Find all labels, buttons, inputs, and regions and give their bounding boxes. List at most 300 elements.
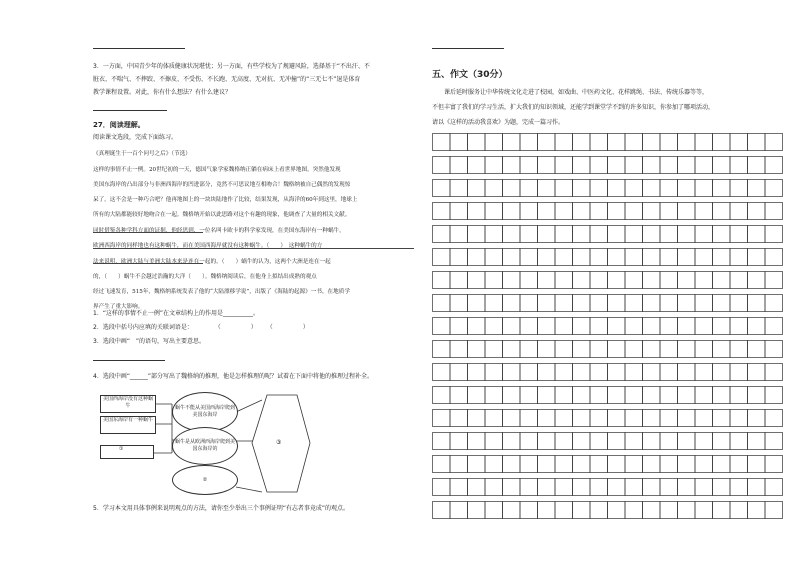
grid-cell[interactable] — [695, 502, 713, 519]
grid-cell[interactable] — [765, 295, 783, 312]
grid-cell[interactable] — [695, 318, 713, 335]
grid-cell[interactable] — [450, 502, 468, 519]
grid-cell[interactable] — [520, 203, 538, 220]
grid-cell[interactable] — [765, 456, 783, 473]
grid-cell[interactable] — [660, 272, 678, 289]
grid-cell[interactable] — [643, 180, 661, 197]
grid-cell[interactable] — [538, 364, 556, 381]
grid-cell[interactable] — [450, 318, 468, 335]
grid-cell[interactable] — [555, 272, 573, 289]
grid-cell[interactable] — [433, 364, 451, 381]
grid-cell[interactable] — [660, 180, 678, 197]
grid-cell[interactable] — [608, 502, 626, 519]
grid-cell[interactable] — [660, 387, 678, 404]
grid-cell[interactable] — [433, 272, 451, 289]
grid-cell[interactable] — [713, 456, 731, 473]
grid-cell[interactable] — [748, 180, 766, 197]
grid-cell[interactable] — [573, 157, 591, 174]
grid-cell[interactable] — [468, 479, 486, 496]
grid-cell[interactable] — [520, 226, 538, 243]
grid-cell[interactable] — [713, 272, 731, 289]
grid-cell[interactable] — [520, 433, 538, 450]
grid-cell[interactable] — [538, 180, 556, 197]
grid-cell[interactable] — [765, 226, 783, 243]
grid-cell[interactable] — [660, 226, 678, 243]
grid-cell[interactable] — [748, 318, 766, 335]
grid-cell[interactable] — [695, 295, 713, 312]
grid-cell[interactable] — [468, 341, 486, 358]
grid-cell[interactable] — [730, 180, 748, 197]
grid-cell[interactable] — [433, 502, 451, 519]
grid-cell[interactable] — [538, 134, 556, 151]
grid-cell[interactable] — [713, 134, 731, 151]
grid-cell[interactable] — [660, 318, 678, 335]
grid-cell[interactable] — [468, 364, 486, 381]
grid-cell[interactable] — [643, 433, 661, 450]
grid-cell[interactable] — [730, 134, 748, 151]
grid-cell[interactable] — [503, 433, 521, 450]
grid-cell[interactable] — [538, 456, 556, 473]
grid-cell[interactable] — [450, 134, 468, 151]
grid-cell[interactable] — [520, 410, 538, 427]
grid-cell[interactable] — [520, 364, 538, 381]
grid-cell[interactable] — [713, 433, 731, 450]
grid-cell[interactable] — [555, 249, 573, 266]
grid-cell[interactable] — [520, 318, 538, 335]
grid-cell[interactable] — [678, 295, 696, 312]
grid-cell[interactable] — [450, 410, 468, 427]
grid-cell[interactable] — [730, 226, 748, 243]
grid-cell[interactable] — [485, 318, 503, 335]
grid-cell[interactable] — [503, 180, 521, 197]
grid-cell[interactable] — [555, 410, 573, 427]
grid-cell[interactable] — [485, 456, 503, 473]
grid-cell[interactable] — [485, 226, 503, 243]
grid-cell[interactable] — [590, 180, 608, 197]
grid-cell[interactable] — [695, 341, 713, 358]
grid-cell[interactable] — [748, 456, 766, 473]
grid-cell[interactable] — [748, 387, 766, 404]
grid-cell[interactable] — [678, 203, 696, 220]
grid-cell[interactable] — [590, 318, 608, 335]
grid-cell[interactable] — [713, 364, 731, 381]
grid-cell[interactable] — [433, 134, 451, 151]
grid-cell[interactable] — [503, 341, 521, 358]
grid-cell[interactable] — [608, 295, 626, 312]
grid-cell[interactable] — [590, 226, 608, 243]
grid-cell[interactable] — [625, 249, 643, 266]
grid-cell[interactable] — [625, 157, 643, 174]
grid-cell[interactable] — [765, 180, 783, 197]
grid-cell[interactable] — [660, 479, 678, 496]
grid-cell[interactable] — [678, 502, 696, 519]
grid-cell[interactable] — [590, 479, 608, 496]
grid-cell[interactable] — [555, 203, 573, 220]
grid-cell[interactable] — [643, 341, 661, 358]
grid-cell[interactable] — [433, 456, 451, 473]
sub-question-1-blank[interactable]: __________。 — [223, 310, 260, 317]
grid-cell[interactable] — [573, 341, 591, 358]
grid-cell[interactable] — [678, 226, 696, 243]
grid-cell[interactable] — [590, 433, 608, 450]
grid-cell[interactable] — [643, 364, 661, 381]
grid-cell[interactable] — [695, 203, 713, 220]
grid-cell[interactable] — [520, 157, 538, 174]
grid-cell[interactable] — [520, 272, 538, 289]
grid-cell[interactable] — [643, 479, 661, 496]
grid-cell[interactable] — [555, 433, 573, 450]
grid-cell[interactable] — [538, 249, 556, 266]
grid-cell[interactable] — [660, 134, 678, 151]
grid-cell[interactable] — [765, 203, 783, 220]
grid-cell[interactable] — [748, 203, 766, 220]
grid-cell[interactable] — [678, 387, 696, 404]
grid-cell[interactable] — [450, 226, 468, 243]
grid-cell[interactable] — [433, 180, 451, 197]
grid-cell[interactable] — [678, 157, 696, 174]
grid-cell[interactable] — [538, 387, 556, 404]
grid-cell[interactable] — [555, 364, 573, 381]
inference-oval-blank[interactable]: ② — [172, 465, 238, 495]
grid-cell[interactable] — [468, 180, 486, 197]
grid-cell[interactable] — [730, 203, 748, 220]
grid-cell[interactable] — [520, 502, 538, 519]
grid-cell[interactable] — [450, 479, 468, 496]
grid-cell[interactable] — [573, 249, 591, 266]
grid-cell[interactable] — [503, 295, 521, 312]
grid-cell[interactable] — [678, 456, 696, 473]
grid-cell[interactable] — [730, 479, 748, 496]
grid-cell[interactable] — [748, 295, 766, 312]
grid-cell[interactable] — [713, 479, 731, 496]
grid-cell[interactable] — [573, 318, 591, 335]
grid-cell[interactable] — [625, 387, 643, 404]
grid-cell[interactable] — [748, 502, 766, 519]
grid-cell[interactable] — [748, 433, 766, 450]
grid-cell[interactable] — [730, 157, 748, 174]
grid-cell[interactable] — [433, 479, 451, 496]
grid-cell[interactable] — [590, 203, 608, 220]
grid-cell[interactable] — [468, 433, 486, 450]
grid-cell[interactable] — [730, 502, 748, 519]
grid-cell[interactable] — [643, 226, 661, 243]
grid-cell[interactable] — [643, 249, 661, 266]
grid-cell[interactable] — [485, 433, 503, 450]
grid-cell[interactable] — [678, 318, 696, 335]
grid-cell[interactable] — [573, 295, 591, 312]
grid-cell[interactable] — [643, 295, 661, 312]
grid-cell[interactable] — [730, 249, 748, 266]
grid-cell[interactable] — [748, 410, 766, 427]
grid-cell[interactable] — [765, 364, 783, 381]
grid-cell[interactable] — [590, 157, 608, 174]
grid-cell[interactable] — [660, 456, 678, 473]
grid-cell[interactable] — [555, 479, 573, 496]
grid-cell[interactable] — [503, 410, 521, 427]
grid-cell[interactable] — [748, 341, 766, 358]
grid-cell[interactable] — [503, 249, 521, 266]
grid-cell[interactable] — [555, 134, 573, 151]
grid-cell[interactable] — [713, 387, 731, 404]
grid-cell[interactable] — [590, 502, 608, 519]
grid-cell[interactable] — [730, 341, 748, 358]
grid-cell[interactable] — [678, 272, 696, 289]
grid-cell[interactable] — [660, 203, 678, 220]
grid-cell[interactable] — [520, 341, 538, 358]
grid-cell[interactable] — [590, 341, 608, 358]
grid-cell[interactable] — [450, 364, 468, 381]
grid-cell[interactable] — [590, 387, 608, 404]
grid-cell[interactable] — [660, 364, 678, 381]
grid-cell[interactable] — [608, 157, 626, 174]
grid-cell[interactable] — [643, 502, 661, 519]
blank-1[interactable]: （ ） — [214, 324, 257, 331]
grid-cell[interactable] — [555, 180, 573, 197]
grid-cell[interactable] — [538, 272, 556, 289]
grid-cell[interactable] — [468, 157, 486, 174]
grid-cell[interactable] — [730, 387, 748, 404]
grid-cell[interactable] — [608, 387, 626, 404]
grid-cell[interactable] — [468, 226, 486, 243]
grid-cell[interactable] — [433, 295, 451, 312]
grid-cell[interactable] — [450, 341, 468, 358]
grid-cell[interactable] — [590, 134, 608, 151]
grid-cell[interactable] — [730, 318, 748, 335]
grid-cell[interactable] — [555, 157, 573, 174]
grid-cell[interactable] — [678, 134, 696, 151]
grid-cell[interactable] — [573, 180, 591, 197]
grid-cell[interactable] — [555, 318, 573, 335]
grid-cell[interactable] — [485, 502, 503, 519]
grid-cell[interactable] — [608, 364, 626, 381]
grid-cell[interactable] — [765, 479, 783, 496]
grid-cell[interactable] — [625, 318, 643, 335]
grid-cell[interactable] — [748, 249, 766, 266]
grid-cell[interactable] — [433, 249, 451, 266]
grid-cell[interactable] — [573, 226, 591, 243]
grid-cell[interactable] — [713, 226, 731, 243]
grid-cell[interactable] — [608, 272, 626, 289]
grid-cell[interactable] — [643, 387, 661, 404]
grid-cell[interactable] — [450, 387, 468, 404]
grid-cell[interactable] — [713, 295, 731, 312]
grid-cell[interactable] — [573, 134, 591, 151]
grid-cell[interactable] — [450, 203, 468, 220]
grid-cell[interactable] — [503, 272, 521, 289]
grid-cell[interactable] — [468, 249, 486, 266]
grid-cell[interactable] — [538, 479, 556, 496]
grid-cell[interactable] — [590, 410, 608, 427]
grid-cell[interactable] — [608, 226, 626, 243]
grid-cell[interactable] — [713, 249, 731, 266]
grid-cell[interactable] — [485, 387, 503, 404]
grid-cell[interactable] — [555, 226, 573, 243]
grid-cell[interactable] — [765, 318, 783, 335]
grid-cell[interactable] — [573, 387, 591, 404]
grid-cell[interactable] — [695, 226, 713, 243]
grid-cell[interactable] — [433, 433, 451, 450]
grid-cell[interactable] — [748, 157, 766, 174]
grid-cell[interactable] — [468, 410, 486, 427]
grid-cell[interactable] — [643, 456, 661, 473]
grid-cell[interactable] — [520, 387, 538, 404]
grid-cell[interactable] — [450, 249, 468, 266]
grid-cell[interactable] — [625, 272, 643, 289]
grid-cell[interactable] — [450, 272, 468, 289]
grid-cell[interactable] — [695, 387, 713, 404]
grid-cell[interactable] — [468, 502, 486, 519]
grid-cell[interactable] — [503, 157, 521, 174]
composition-grid[interactable] — [432, 133, 783, 523]
grid-cell[interactable] — [695, 180, 713, 197]
grid-cell[interactable] — [625, 203, 643, 220]
grid-cell[interactable] — [433, 387, 451, 404]
grid-cell[interactable] — [678, 410, 696, 427]
grid-cell[interactable] — [625, 479, 643, 496]
grid-cell[interactable] — [433, 203, 451, 220]
grid-cell[interactable] — [678, 364, 696, 381]
grid-cell[interactable] — [573, 364, 591, 381]
grid-cell[interactable] — [590, 456, 608, 473]
grid-cell[interactable] — [695, 157, 713, 174]
grid-cell[interactable] — [503, 502, 521, 519]
grid-cell[interactable] — [643, 157, 661, 174]
grid-cell[interactable] — [590, 295, 608, 312]
conclusion-blank[interactable]: ③ — [276, 439, 282, 446]
grid-cell[interactable] — [695, 410, 713, 427]
grid-cell[interactable] — [573, 203, 591, 220]
grid-cell[interactable] — [625, 502, 643, 519]
blank-2[interactable]: （ ） — [266, 324, 309, 331]
grid-cell[interactable] — [468, 272, 486, 289]
grid-cell[interactable] — [485, 249, 503, 266]
grid-cell[interactable] — [573, 479, 591, 496]
grid-cell[interactable] — [485, 134, 503, 151]
grid-cell[interactable] — [608, 203, 626, 220]
grid-cell[interactable] — [433, 410, 451, 427]
grid-cell[interactable] — [625, 180, 643, 197]
grid-cell[interactable] — [660, 502, 678, 519]
grid-cell[interactable] — [433, 157, 451, 174]
grid-cell[interactable] — [450, 157, 468, 174]
grid-cell[interactable] — [538, 341, 556, 358]
grid-cell[interactable] — [713, 502, 731, 519]
grid-cell[interactable] — [730, 410, 748, 427]
grid-cell[interactable] — [573, 502, 591, 519]
grid-cell[interactable] — [730, 364, 748, 381]
grid-cell[interactable] — [608, 456, 626, 473]
grid-cell[interactable] — [695, 134, 713, 151]
grid-cell[interactable] — [608, 433, 626, 450]
grid-cell[interactable] — [485, 364, 503, 381]
grid-cell[interactable] — [643, 272, 661, 289]
grid-cell[interactable] — [660, 341, 678, 358]
grid-cell[interactable] — [608, 180, 626, 197]
grid-cell[interactable] — [573, 433, 591, 450]
grid-cell[interactable] — [713, 203, 731, 220]
grid-cell[interactable] — [713, 341, 731, 358]
grid-cell[interactable] — [643, 410, 661, 427]
grid-cell[interactable] — [450, 456, 468, 473]
grid-cell[interactable] — [485, 180, 503, 197]
grid-cell[interactable] — [520, 180, 538, 197]
grid-cell[interactable] — [450, 180, 468, 197]
grid-cell[interactable] — [468, 295, 486, 312]
grid-cell[interactable] — [433, 341, 451, 358]
grid-cell[interactable] — [643, 203, 661, 220]
grid-cell[interactable] — [730, 295, 748, 312]
grid-cell[interactable] — [538, 203, 556, 220]
grid-cell[interactable] — [503, 203, 521, 220]
grid-cell[interactable] — [503, 134, 521, 151]
grid-cell[interactable] — [625, 364, 643, 381]
grid-cell[interactable] — [503, 364, 521, 381]
grid-cell[interactable] — [748, 364, 766, 381]
grid-cell[interactable] — [538, 410, 556, 427]
grid-cell[interactable] — [765, 134, 783, 151]
grid-cell[interactable] — [555, 456, 573, 473]
grid-cell[interactable] — [538, 433, 556, 450]
grid-cell[interactable] — [573, 456, 591, 473]
grid-cell[interactable] — [695, 272, 713, 289]
grid-cell[interactable] — [730, 456, 748, 473]
grid-cell[interactable] — [485, 203, 503, 220]
grid-cell[interactable] — [643, 134, 661, 151]
grid-cell[interactable] — [485, 295, 503, 312]
grid-cell[interactable] — [538, 502, 556, 519]
grid-cell[interactable] — [713, 318, 731, 335]
grid-cell[interactable] — [468, 203, 486, 220]
grid-cell[interactable] — [590, 364, 608, 381]
grid-cell[interactable] — [713, 180, 731, 197]
grid-cell[interactable] — [520, 479, 538, 496]
grid-cell[interactable] — [433, 318, 451, 335]
grid-cell[interactable] — [608, 479, 626, 496]
grid-cell[interactable] — [748, 479, 766, 496]
grid-cell[interactable] — [503, 226, 521, 243]
grid-cell[interactable] — [538, 157, 556, 174]
grid-cell[interactable] — [678, 249, 696, 266]
grid-cell[interactable] — [608, 341, 626, 358]
grid-cell[interactable] — [608, 410, 626, 427]
grid-cell[interactable] — [660, 295, 678, 312]
grid-cell[interactable] — [468, 318, 486, 335]
grid-cell[interactable] — [520, 134, 538, 151]
grid-cell[interactable] — [555, 502, 573, 519]
grid-cell[interactable] — [538, 318, 556, 335]
grid-cell[interactable] — [695, 364, 713, 381]
grid-cell[interactable] — [678, 479, 696, 496]
grid-cell[interactable] — [660, 157, 678, 174]
grid-cell[interactable] — [608, 134, 626, 151]
grid-cell[interactable] — [695, 479, 713, 496]
grid-cell[interactable] — [590, 249, 608, 266]
grid-cell[interactable] — [765, 387, 783, 404]
grid-cell[interactable] — [678, 433, 696, 450]
grid-cell[interactable] — [503, 479, 521, 496]
grid-cell[interactable] — [765, 410, 783, 427]
grid-cell[interactable] — [748, 134, 766, 151]
grid-cell[interactable] — [538, 226, 556, 243]
grid-cell[interactable] — [503, 318, 521, 335]
grid-cell[interactable] — [485, 157, 503, 174]
grid-cell[interactable] — [678, 341, 696, 358]
grid-cell[interactable] — [678, 180, 696, 197]
grid-cell[interactable] — [450, 433, 468, 450]
grid-cell[interactable] — [538, 295, 556, 312]
grid-cell[interactable] — [608, 249, 626, 266]
grid-cell[interactable] — [625, 295, 643, 312]
